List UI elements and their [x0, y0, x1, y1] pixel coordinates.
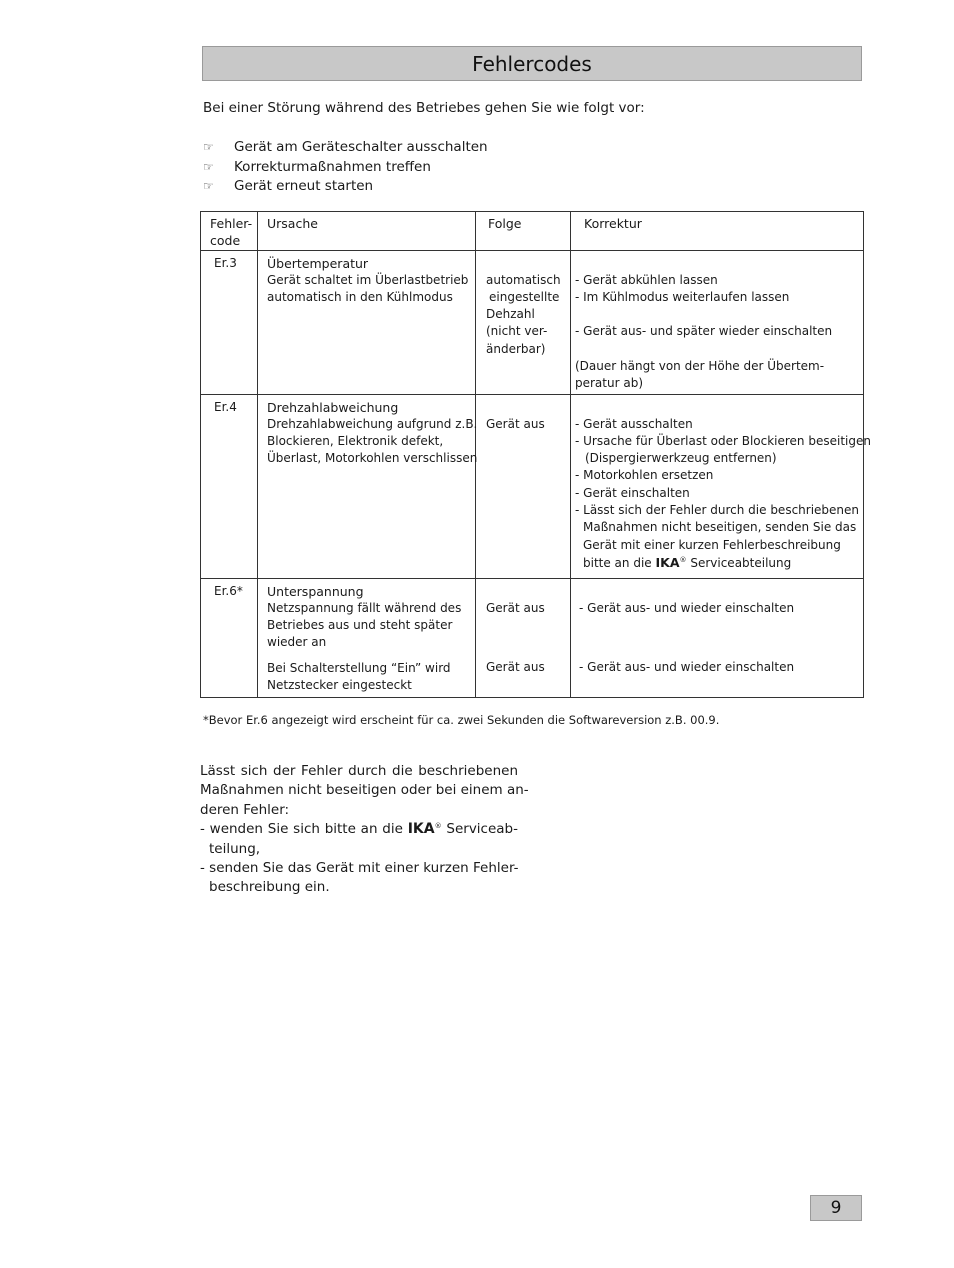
- ika-brand: IKA: [407, 821, 435, 838]
- pointing-hand-icon: ☞: [203, 140, 214, 154]
- table-header-row: [201, 212, 864, 251]
- header-code: Fehler- code: [201, 212, 258, 251]
- intro-text: Bei einer Störung während des Betriebes gehen Sie wie folgt vor:: [203, 100, 645, 116]
- table-row: [201, 578, 864, 697]
- header-folge: Folge: [476, 212, 571, 251]
- korrektur-cell: - Gerät ausschalten - Ursache für Überlast oder Blockieren beseitigen (Dispergierwerkzeug entfernen) - Motorkohlen ersetzen - Gerät einschalten - Lässt sich der Fehler durch die beschriebenen Maßnahmen nicht beseitigen, senden Sie das Gerät mit einer kurzen Fehlerbeschreibung bitte an die IKA® Serviceabteilung: [571, 394, 864, 578]
- folge-cell: Gerät aus: [476, 394, 571, 578]
- error-code: Er.6*: [201, 578, 258, 697]
- page-number: 9: [810, 1195, 862, 1221]
- error-code-table: [200, 211, 871, 698]
- folge-cell: automatisch eingestellte Dehzahl (nicht ver- änderbar): [476, 250, 571, 394]
- error-code: Er.3: [201, 250, 258, 394]
- cause-cell: Drehzahlabweichung Drehzahlabweichung aufgrund z.B. Blockieren, Elektronik defekt, Überlast, Motorkohlen verschlissen: [258, 394, 476, 578]
- folge-cell: Gerät aus Gerät aus: [476, 578, 571, 697]
- table-row: [201, 250, 864, 394]
- table-row: [201, 394, 864, 578]
- header-korrektur: Korrektur: [571, 212, 864, 251]
- cause-cell: Unterspannung Netzspannung fällt während des Betriebes aus und steht später wieder an Bei Schalterstellung “Ein” wird Netzstecker eingesteckt: [258, 578, 476, 697]
- closing-paragraph: Lässt sich der Fehler durch die beschriebenen Maßnahmen nicht beseitigen oder bei einem an- deren Fehler: - wenden Sie sich bitte an die IKA® Serviceab- teilung, - senden Sie das Gerät mit einer kurzen Fehler- beschreibung ein.: [200, 763, 529, 896]
- error-code: Er.4: [201, 394, 258, 578]
- step-list: [203, 138, 488, 197]
- pointing-hand-icon: ☞: [203, 179, 214, 193]
- list-item: ☞ Korrekturmaßnahmen treffen: [203, 158, 488, 178]
- ika-brand: IKA: [655, 554, 680, 570]
- list-item: ☞ Gerät erneut starten: [203, 177, 488, 197]
- cause-cell: Übertemperatur Gerät schaltet im Überlastbetrieb automatisch in den Kühlmodus: [258, 250, 476, 394]
- header-cause: Ursache: [258, 212, 476, 251]
- page-title: Fehlercodes: [202, 46, 862, 81]
- pointing-hand-icon: ☞: [203, 159, 214, 174]
- korrektur-cell: - Gerät abkühlen lassen - Im Kühlmodus weiterlaufen lassen - Gerät aus- und später wieder einschalten (Dauer hängt von der Höhe der Übertem- peratur ab): [571, 250, 864, 394]
- footnote: *Bevor Er.6 angezeigt wird erscheint für ca. zwei Sekunden die Softwareversion z.B. 00.9.: [203, 713, 720, 727]
- list-item: ☞ Gerät am Geräteschalter ausschalten: [203, 138, 488, 158]
- korrektur-cell: - Gerät aus- und wieder einschalten - Gerät aus- und wieder einschalten: [571, 578, 864, 697]
